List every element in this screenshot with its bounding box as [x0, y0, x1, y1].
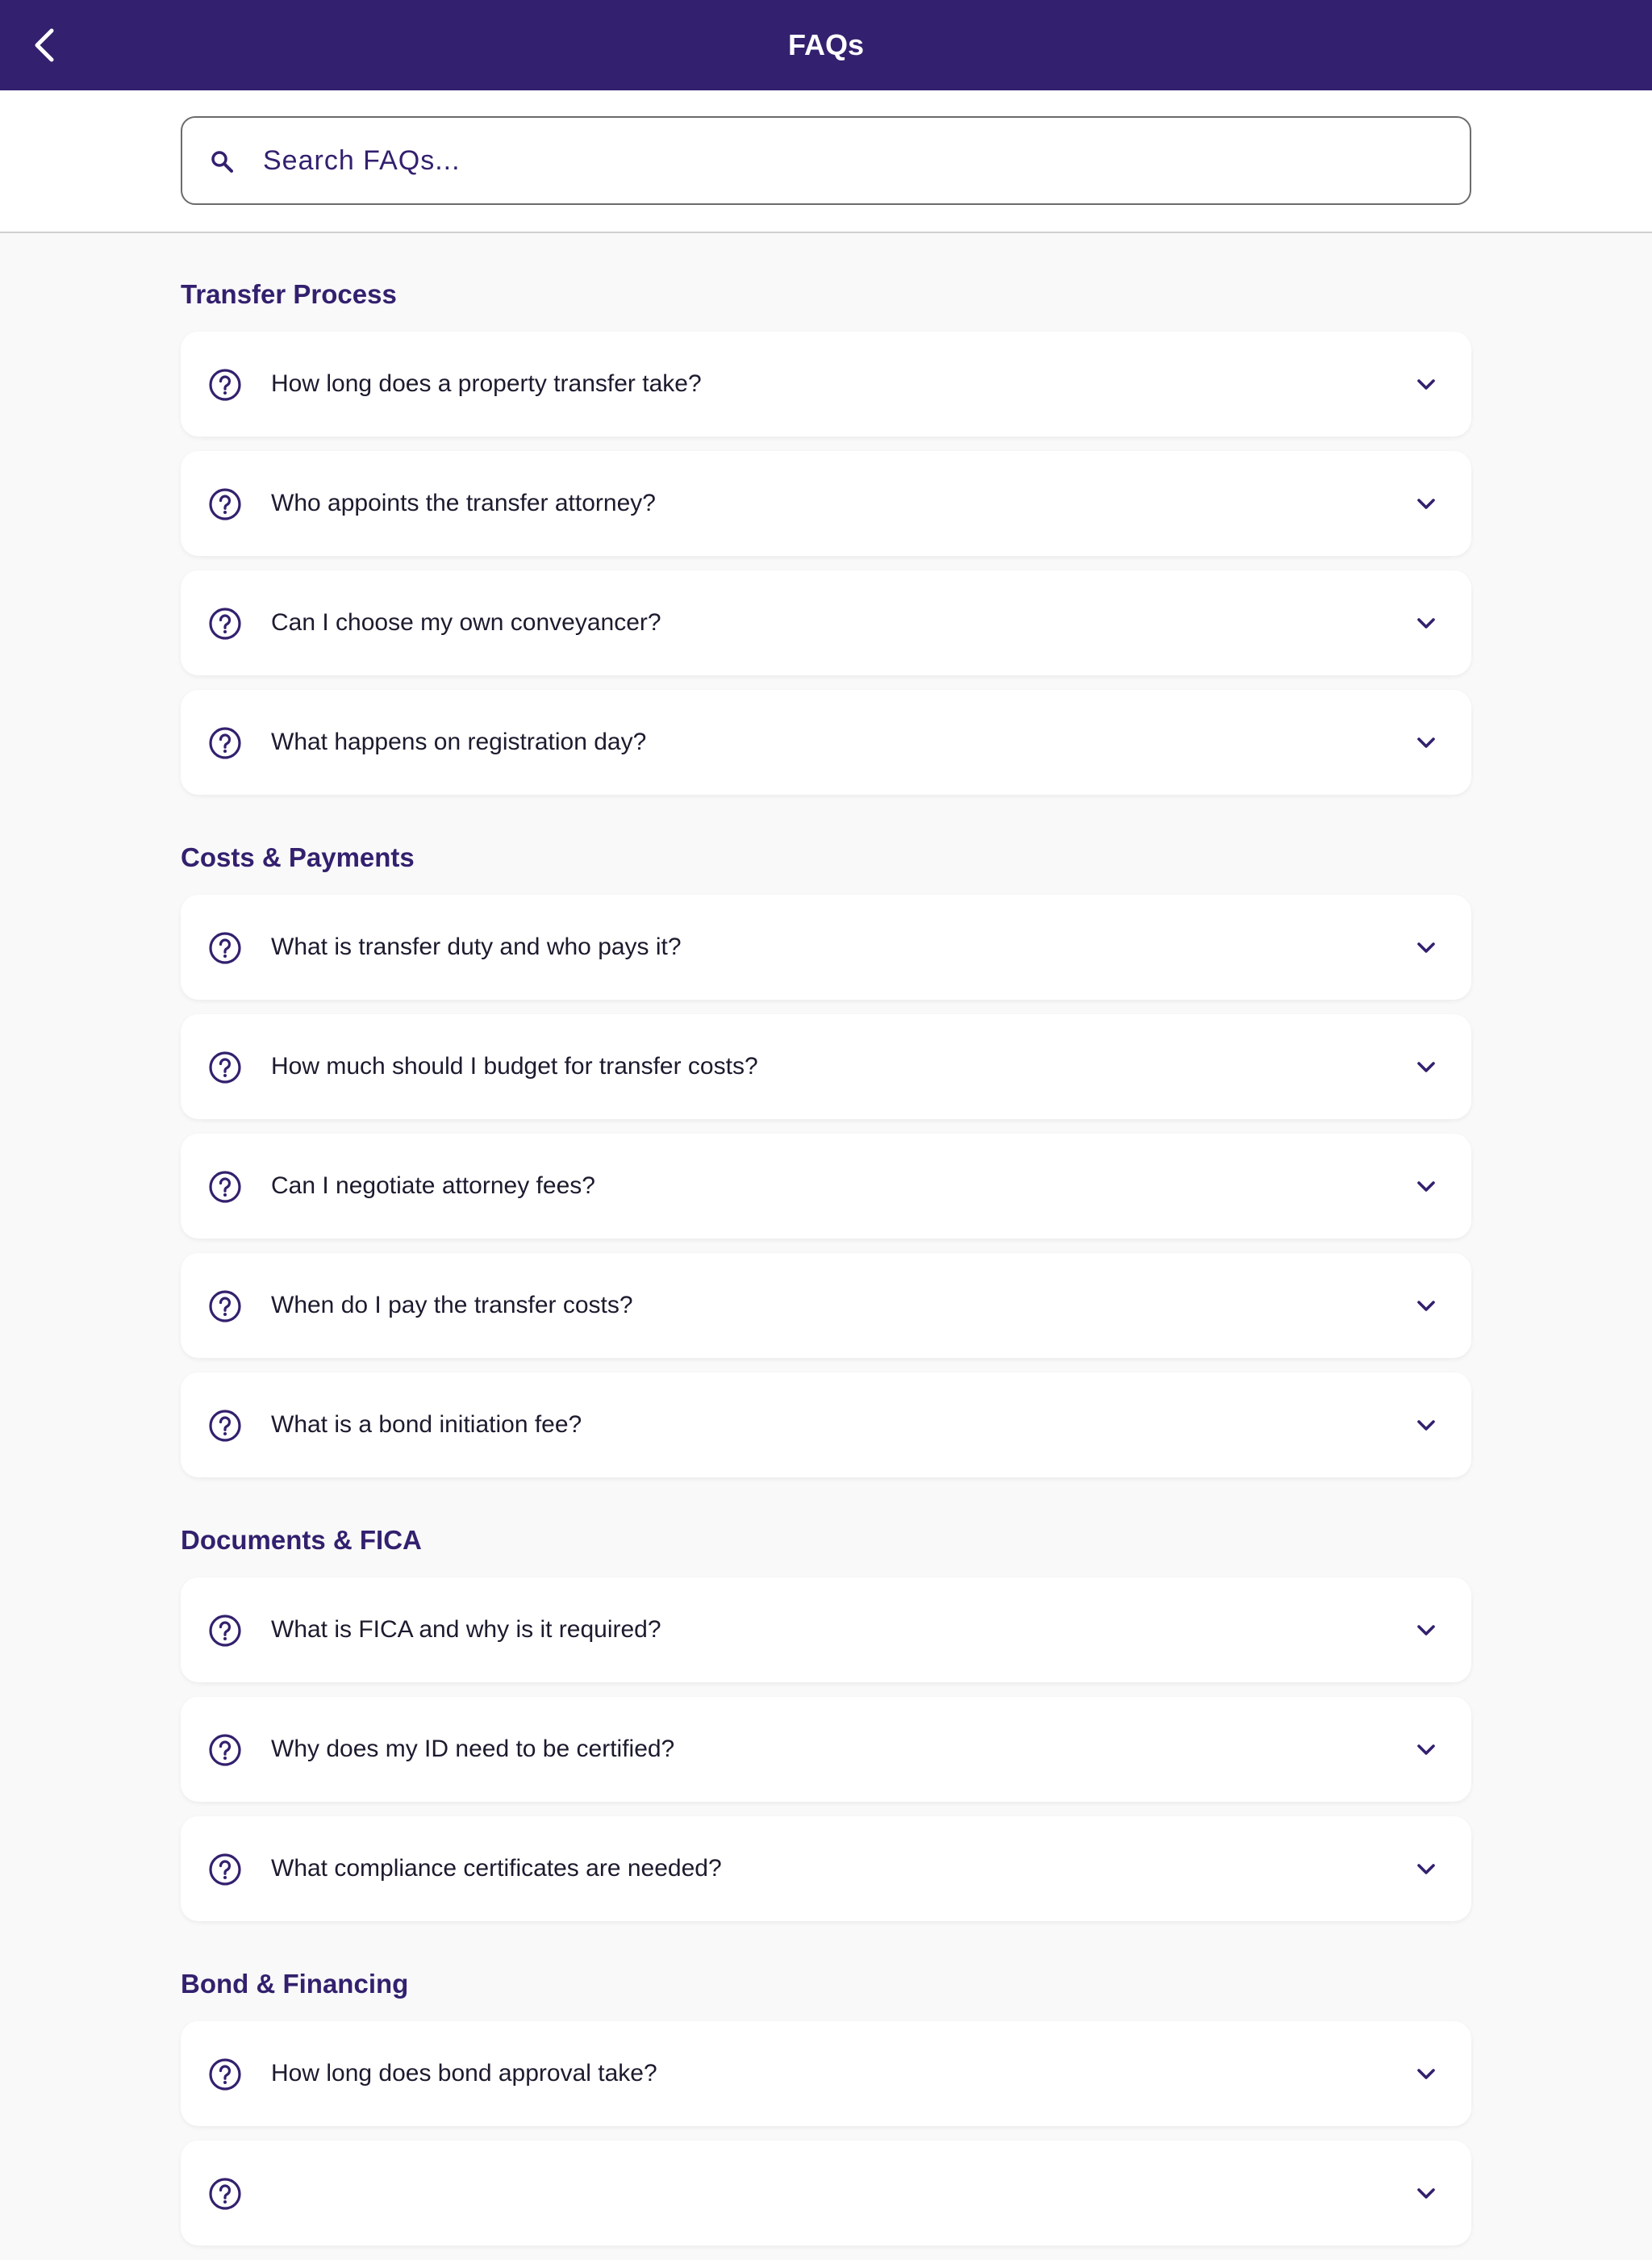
- question-circle-icon: [208, 726, 242, 760]
- question-circle-icon: [208, 368, 242, 402]
- faq-item[interactable]: [181, 570, 1471, 675]
- faq-item[interactable]: [181, 895, 1471, 1000]
- chevron-down-icon: [1413, 2181, 1439, 2207]
- faq-question: When do I pay the transfer costs?: [271, 1292, 633, 1318]
- chevron-down-icon: [1413, 1413, 1439, 1439]
- question-circle-icon: [208, 1289, 242, 1323]
- faq-item[interactable]: [181, 451, 1471, 556]
- chevron-down-icon: [1413, 1857, 1439, 1882]
- question-circle-icon: [208, 2057, 242, 2091]
- faq-item[interactable]: [181, 1253, 1471, 1358]
- page-title: FAQs: [787, 28, 865, 61]
- chevron-down-icon: [1413, 2062, 1439, 2087]
- section-title: Costs & Payments: [181, 842, 415, 872]
- faq-question: Can I choose my own conveyancer?: [271, 609, 661, 636]
- faq-section: [181, 278, 1471, 795]
- chevron-down-icon: [1413, 1618, 1439, 1644]
- chevron-down-icon: [1413, 491, 1439, 517]
- faq-item[interactable]: [181, 2021, 1471, 2126]
- question-circle-icon: [208, 1051, 242, 1084]
- question-circle-icon: [208, 1614, 242, 1648]
- question-circle-icon: [208, 931, 242, 965]
- chevron-down-icon: [1413, 1055, 1439, 1080]
- faq-item[interactable]: [181, 1134, 1471, 1239]
- faq-question: How long does a property transfer take?: [271, 370, 702, 397]
- chevron-down-icon: [1413, 1293, 1439, 1319]
- chevron-down-icon: [1413, 372, 1439, 398]
- chevron-down-icon: [1413, 730, 1439, 756]
- faq-question: What happens on registration day?: [271, 729, 647, 755]
- question-circle-icon: [208, 1170, 242, 1204]
- faq-question: Who appoints the transfer attorney?: [271, 490, 656, 516]
- question-circle-icon: [208, 1733, 242, 1767]
- faq-item[interactable]: [181, 332, 1471, 437]
- question-circle-icon: [208, 2177, 242, 2211]
- question-circle-icon: [208, 607, 242, 641]
- section-title: Transfer Process: [181, 279, 397, 309]
- faq-item[interactable]: [181, 1577, 1471, 1682]
- faq-question: What is a bond initiation fee?: [271, 1411, 582, 1438]
- faq-question: Why does my ID need to be certified?: [271, 1736, 675, 1762]
- faq-item[interactable]: [181, 1816, 1471, 1921]
- question-circle-icon: [208, 1853, 242, 1886]
- section-title: Bond & Financing: [181, 1969, 409, 1999]
- faq-section: [181, 1524, 1471, 1921]
- faq-question: What compliance certificates are needed?: [271, 1855, 722, 1882]
- search-input[interactable]: [263, 118, 1449, 203]
- faq-section: [181, 1968, 1471, 2245]
- question-circle-icon: [208, 487, 242, 521]
- faq-item[interactable]: [181, 1014, 1471, 1119]
- faq-item[interactable]: [181, 2141, 1471, 2245]
- faq-question: How long does bond approval take?: [271, 2060, 657, 2087]
- search-bar-container: [0, 90, 1652, 233]
- search-box[interactable]: [181, 116, 1471, 205]
- chevron-down-icon: [1413, 1737, 1439, 1763]
- faq-item[interactable]: [181, 1697, 1471, 1802]
- question-circle-icon: [208, 1409, 242, 1443]
- faq-question: Can I negotiate attorney fees?: [271, 1172, 595, 1199]
- faq-question: How much should I budget for transfer costs?: [271, 1053, 758, 1080]
- faq-section: [181, 842, 1471, 1477]
- chevron-down-icon: [1413, 1174, 1439, 1200]
- faq-question: What is FICA and why is it required?: [271, 1616, 661, 1643]
- faq-item[interactable]: [181, 1372, 1471, 1477]
- chevron-down-icon: [1413, 611, 1439, 637]
- faq-item[interactable]: [181, 690, 1471, 795]
- faq-list: [181, 233, 1471, 2260]
- app-bar: [0, 0, 1652, 90]
- chevron-down-icon: [1413, 935, 1439, 961]
- search-icon: [208, 148, 237, 177]
- faq-question: What is transfer duty and who pays it?: [271, 934, 682, 960]
- section-title: Documents & FICA: [181, 1525, 422, 1555]
